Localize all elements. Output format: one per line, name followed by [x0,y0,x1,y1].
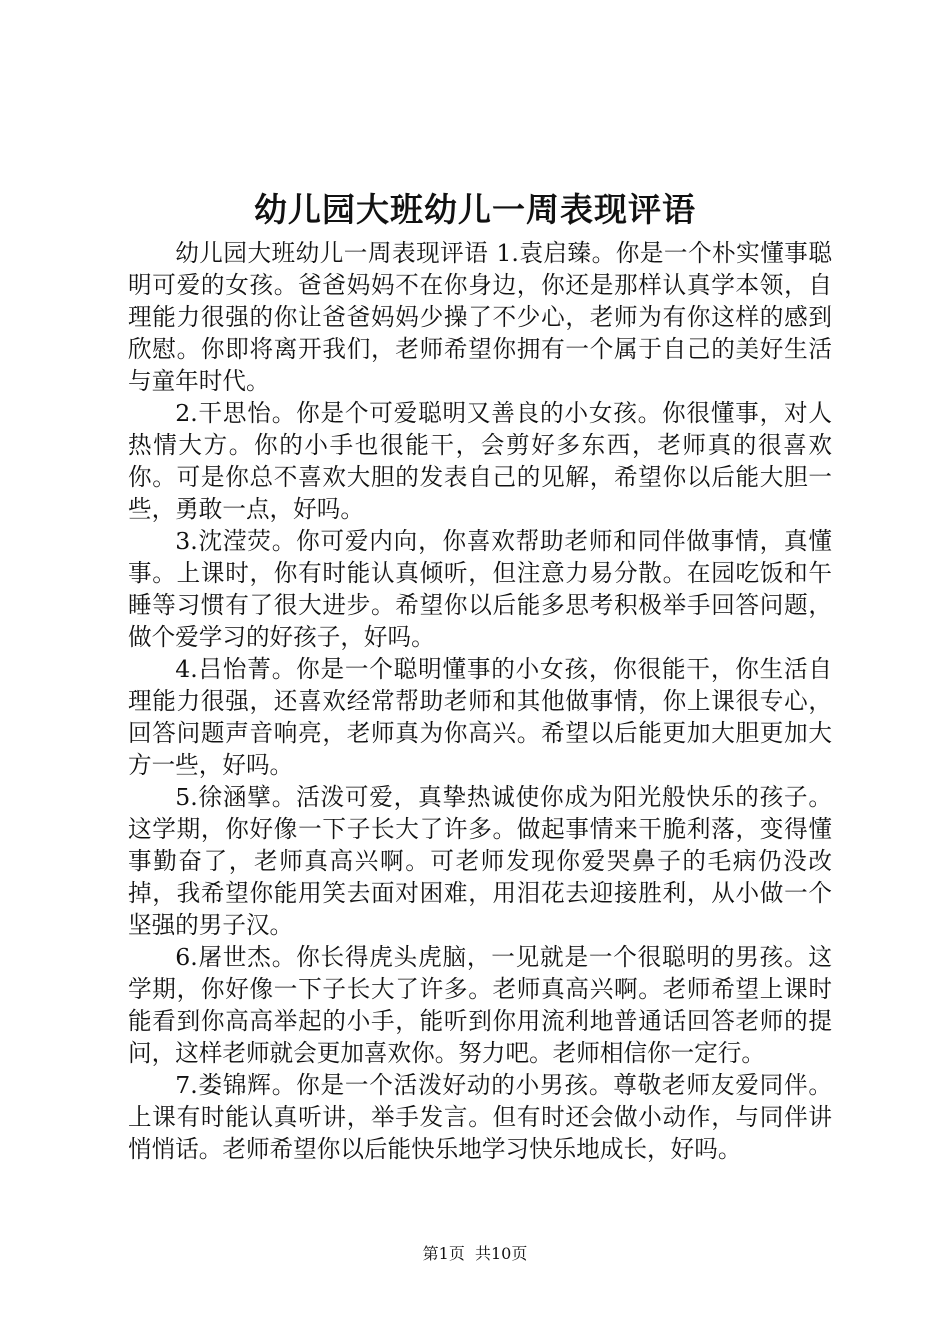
paragraph-2: 2.干思怡。你是个可爱聪明又善良的小女孩。你很懂事，对人热情大方。你的小手也很能干，会剪好多东西，老师真的很喜欢你。可是你总不喜欢大胆的发表自己的见解，希望你以后能大胆一些，勇敢一点，好吗。 [128,399,832,523]
paragraph-5: 5.徐涵擘。活泼可爱，真挚热诚使你成为阳光般快乐的孩子。这学期，你好像一下子长大了许多。做起事情来干脆利落，变得懂事勤奋了，老师真高兴啊。可老师发现你爱哭鼻子的毛病仍没改掉，我希望你能用笑去面对困难，用泪花去迎接胜利，从小做一个坚强的男子汉。 [128,783,832,939]
paragraph-4: 4.吕怡菁。你是一个聪明懂事的小女孩，你很能干，你生活自理能力很强，还喜欢经常帮助老师和其他做事情，你上课很专心，回答问题声音响亮，老师真为你高兴。希望以后能更加大胆更加大方一些，好吗。 [128,655,832,779]
paragraph-intro: 幼儿园大班幼儿一周表现评语 1.袁启臻。你是一个朴实懂事聪明可爱的女孩。爸爸妈妈不在你身边，你还是那样认真学本领，自理能力很强的你让爸爸妈妈少操了不少心，老师为有你这样的感到欣慰。你即将离开我们，老师希望你拥有一个属于自己的美好生活与童年时代。 [128,239,832,395]
document-title: 幼儿园大班幼儿一周表现评语 [254,190,696,229]
paragraph-3: 3.沈滢荧。你可爱内向，你喜欢帮助老师和同伴做事情，真懂事。上课时，你有时能认真倾听，但注意力易分散。在园吃饭和午睡等习惯有了很大进步。希望你以后能多思考积极举手回答问题，做个爱学习的好孩子，好吗。 [128,527,832,651]
page-number-label: 第1页 共10页 [422,1244,528,1263]
paragraph-7: 7.娄锦辉。你是一个活泼好动的小男孩。尊敬老师友爱同伴。上课有时能认真听讲，举手发言。但有时还会做小动作，与同伴讲悄悄话。老师希望你以后能快乐地学习快乐地成长，好吗。 [128,1071,832,1163]
paragraph-6: 6.屠世杰。你长得虎头虎脑，一见就是一个很聪明的男孩。这学期，你好像一下子长大了许多。老师真高兴啊。老师希望上课时能看到你高高举起的小手，能听到你用流利地普通话回答老师的提问，这样老师就会更加喜欢你。努力吧。老师相信你一定行。 [128,943,832,1067]
document-body [128,237,832,1165]
page-footer [0,1244,950,1264]
